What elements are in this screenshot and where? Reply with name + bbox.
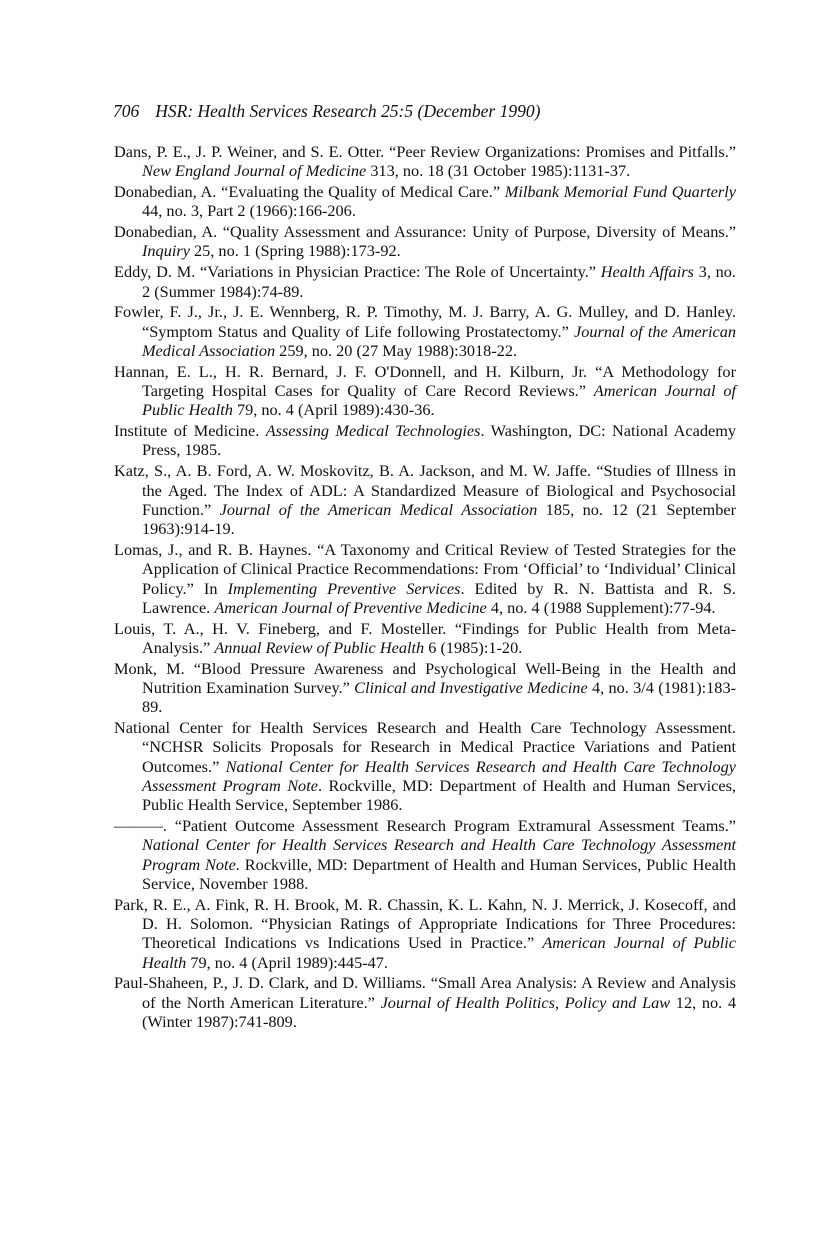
- page-number: 706: [113, 101, 140, 121]
- reference-item: Eddy, D. M. “Variations in Physician Practice: The Role of Uncertainty.” Health Affairs 3, no. 2 (Summer 1984):74-89.: [114, 262, 737, 301]
- reference-item: Donabedian, A. “Quality Assessment and Assurance: Unity of Purpose, Diversity of Means.” Inquiry 25, no. 1 (Spring 1988):173-92.: [114, 222, 736, 261]
- reference-item: Hannan, E. L., H. R. Bernard, J. F. O'Donnell, and H. Kilburn, Jr. “A Methodology for Targeting Hospital Cases for Quality of Care Record Reviews.” American Journal of Public Health 79, no. 4 (April 1989):430-36.: [114, 361, 737, 420]
- reference-item: Park, R. E., A. Fink, R. H. Brook, M. R. Chassin, K. L. Kahn, N. J. Merrick, J. Kosecoff, and D. H. Solomon. “Physician Ratings of Appropriate Indications for Three Procedures: Theoretical Indications vs Indications Used in Practice.” American Journal of Public Health 79, no. 4 (April 1989):445-47.: [114, 894, 736, 972]
- reference-item: Dans, P. E., J. P. Weiner, and S. E. Otter. “Peer Review Organizations: Promises and Pitfalls.” New England Journal of Medicine 313, no. 18 (31 October 1985):1131-37.: [114, 142, 736, 181]
- reference-item: ———. “Patient Outcome Assessment Research Program Extramural Assessment Teams.” National Center for Health Services Research and Health Care Technology Assessment Program Note. Rockville, MD: Department of Health and Human Services, Public Health Service, November 1988.: [114, 816, 736, 893]
- reference-item: Fowler, F. J., Jr., J. E. Wennberg, R. P. Timothy, M. J. Barry, A. G. Mulley, and D. Hanley. “Symptom Status and Quality of Life following Prostatectomy.” Journal of the American Medical Association 259, no. 20 (27 May 1988):3018-22.: [114, 302, 736, 360]
- reference-item: Institute of Medicine. Assessing Medical Technologies. Washington, DC: National Academy Press, 1985.: [114, 421, 736, 460]
- reference-item: Louis, T. A., H. V. Fineberg, and F. Mosteller. “Findings for Public Health from Meta-Analysis.” Annual Review of Public Health 6 (1985):1-20.: [114, 618, 736, 657]
- reference-item: National Center for Health Services Research and Health Care Technology Assessment. “NCHSR Solicits Proposals for Research in Medical Practice Variations and Patient Outcomes.” National Center for Health Services Research and Health Care Technology Assessment Program Note. Rockville, MD: Department of Health and Human Services, Public Health Service, September 1986.: [114, 718, 737, 815]
- reference-item: Paul-Shaheen, P., J. D. Clark, and D. Williams. “Small Area Analysis: A Review and Analysis of the North American Literature.” Journal of Health Politics, Policy and Law 12, no. 4 (Winter 1987):741-809.: [114, 973, 736, 1032]
- reference-item: Lomas, J., and R. B. Haynes. “A Taxonomy and Critical Review of Tested Strategies for the Application of Clinical Practice Recommendations: From ‘Official’ to ‘Individual’ Clinical Policy.” In Implementing Preventive Services. Edited by R. N. Battista and R. S. Lawrence. American Journal of Preventive Medicine 4, no. 4 (1988 Supplement):77-94.: [114, 539, 736, 617]
- reference-item: Katz, S., A. B. Ford, A. W. Moskovitz, B. A. Jackson, and M. W. Jaffe. “Studies of Illness in the Aged. The Index of ADL: A Standardized Measure of Biological and Psychosocial Function.” Journal of the American Medical Association 185, no. 12 (21 September 1963):914-19.: [114, 461, 736, 539]
- reference-item: Monk, M. “Blood Pressure Awareness and Psychological Well-Being in the Health and Nutrition Examination Survey.” Clinical and Investigative Medicine 4, no. 3/4 (1981):183-89.: [114, 658, 737, 717]
- running-header: [113, 100, 733, 122]
- reference-list: [114, 142, 736, 1033]
- reference-item: Donabedian, A. “Evaluating the Quality of Medical Care.” Milbank Memorial Fund Quarterly 44, no. 3, Part 2 (1966):166-206.: [114, 182, 736, 221]
- running-title: HSR: Health Services Research 25:5 (December 1990): [155, 101, 541, 121]
